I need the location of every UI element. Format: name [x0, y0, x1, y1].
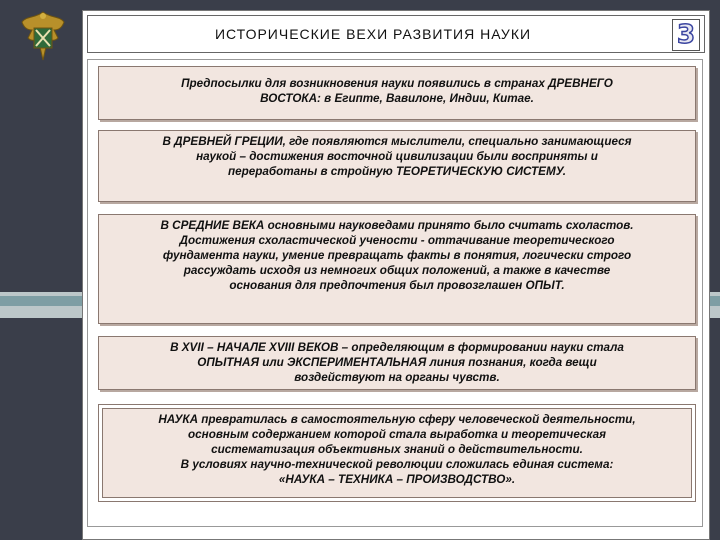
text-line: рассуждать исходя из немногих общих положений, а также в качестве — [183, 264, 611, 277]
text-line: В условиях научно-технической революции сложилась единая система: — [180, 458, 614, 471]
coat-of-arms-icon — [14, 8, 72, 66]
page-title: ИСТОРИЧЕСКИЕ ВЕХИ РАЗВИТИЯ НАУКИ — [214, 26, 532, 42]
text-line: В ДРЕВНЕЙ ГРЕЦИИ, где появляются мыслители, специально занимающиеся — [162, 135, 632, 148]
slide-number-badge — [672, 19, 700, 51]
text-line: основным содержанием которой стала выработка и теоретическая — [188, 428, 606, 441]
text-line: воздействуют на органы чувств. — [294, 371, 500, 384]
text-block-inner — [102, 408, 692, 498]
text-line: наукой – достижения восточной цивилизации были восприняты и — [196, 150, 598, 163]
text-block-17-18-century — [98, 336, 696, 390]
text-block-middle-ages — [98, 214, 696, 324]
text-line: основания для предпочтения был провозглашен ОПЫТ. — [229, 279, 565, 292]
text-line: ОПЫТНАЯ или ЭКСПЕРИМЕНТАЛЬНАЯ линия познания, когда вещи — [197, 356, 597, 369]
text-line: Предпосылки для возникновения науки появились в странах ДРЕВНЕГО — [181, 77, 613, 90]
text-line: Достижения схоластической учености - оттачивание теоретического — [179, 234, 615, 247]
text-line: ВОСТОКА: в Египте, Вавилоне, Индии, Китае. — [260, 92, 534, 105]
text-line: В СРЕДНИЕ ВЕКА основными науковедами принято было считать схоластов. — [160, 219, 634, 232]
text-line: В XVII – НАЧАЛЕ XVIII ВЕКОВ – определяющим в формировании науки стала — [170, 341, 624, 354]
text-block-ancient-east — [98, 66, 696, 120]
text-block-science-system — [98, 404, 696, 502]
text-block-ancient-greece — [98, 130, 696, 202]
text-line: НАУКА превратилась в самостоятельную сферу человеческой деятельности, — [158, 413, 636, 426]
text-line: фундамента науки, умение превращать факты в понятия, логически строго — [162, 249, 632, 262]
slide-number: 3 — [676, 20, 696, 50]
text-line: переработаны в стройную ТЕОРЕТИЧЕСКУЮ СИСТЕМУ. — [228, 165, 566, 178]
text-line: систематизация объективных знаний о действительности. — [211, 443, 583, 456]
text-line: «НАУКА – ТЕХНИКА – ПРОИЗВОДСТВО». — [278, 473, 516, 486]
title-bar — [87, 15, 705, 53]
